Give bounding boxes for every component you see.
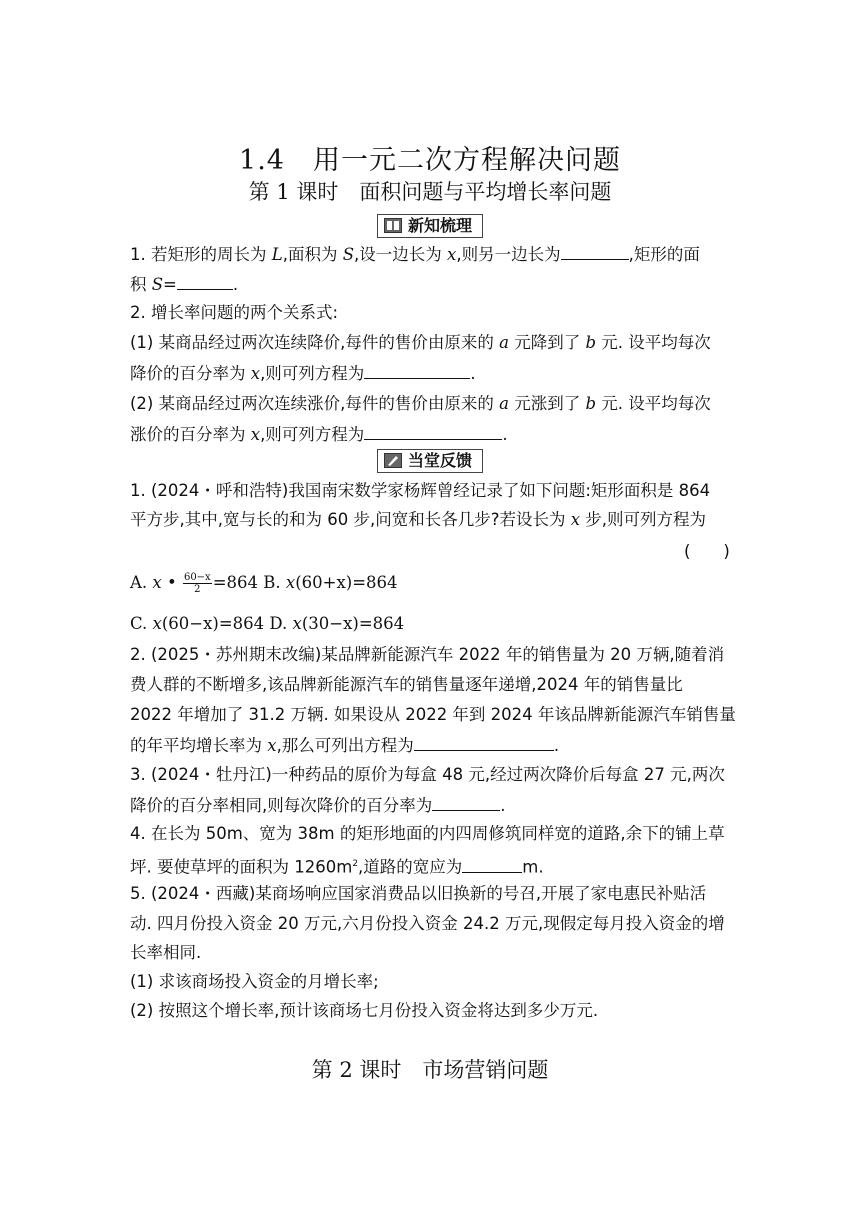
var-x: x [285,573,296,592]
question-4-line-2 [130,852,544,880]
knowledge-2-part-2-line-2 [130,421,508,447]
feedback-banner [377,449,483,473]
question-1-line-1 [130,479,710,503]
fraction-numerator: 60−x [183,572,211,583]
text: ,则可列方程为 [260,425,365,444]
question-5-line-3: 长率相同. [130,943,202,962]
text: (60+x)=864 [295,573,398,592]
text: . [553,736,560,755]
var-L: L [271,245,283,264]
text: 的年平均增长率为 [130,736,268,755]
text: 1. 若矩形的周长为 [130,245,272,264]
text: ,设一边长为 [354,245,448,264]
superscript: 2 [352,859,359,869]
text: . [500,796,506,815]
text: . [502,425,508,444]
question-2-line-1: 2. (2025・苏州期末改编)某品牌新能源汽车 2022 年的销售量为 20 万辆,随着消 [130,645,725,664]
text: (30−x)=864 [301,614,405,633]
question-5-subquestion-2: (2) 按照这个增长率,预计该商场七月份投入资金将达到多少万元. [130,1001,599,1020]
text: ,则可列方程为 [260,364,365,383]
answer-blank[interactable] [414,732,554,751]
option-a-label[interactable]: A. [130,573,153,592]
var-b: b [585,394,597,413]
var-x: x [292,614,302,633]
option-c-label[interactable]: C. [130,614,153,633]
text: 平方步,其中,宽与长的和为 60 步,问宽和长各几步?若设长为 [130,510,571,529]
var-b: b [585,333,597,352]
text: 降价的百分率为 [130,364,251,383]
question-1-line-2 [130,508,706,532]
text: 坪. 要使草坪的面积为 1260m [130,857,353,877]
question-2-line-4 [130,732,559,758]
banner-knowledge-wrap [0,214,860,238]
var-a: a [499,394,509,413]
text: ,道路的宽应为 [358,857,463,877]
var-x: x [447,245,457,264]
var-x: x [267,736,277,755]
question-3-line-1: 3. (2024・牡丹江)一种药品的原价为每盒 48 元,经过两次降价后每盒 27 元,两次 [130,765,725,784]
var-x: x [152,614,162,633]
book-icon [384,218,402,233]
text: • [161,573,182,592]
text: 元. 设平均每次 [596,394,711,413]
pen-icon [384,453,402,468]
question-4-line-1: 4. 在长为 50m、宽为 38m 的矩形地面的内四周修筑同样宽的道路,余下的铺上草 [130,824,725,843]
lesson-1-title: 第 1 课时 面积问题与平均增长率问题 [248,180,612,204]
var-x: x [250,364,261,383]
text: (1) 某商品经过两次连续降价,每件的售价由原来的 [130,333,500,352]
section-title: 1.4 用一元二次方程解决问题 [239,145,621,176]
answer-blank[interactable] [177,271,233,290]
question-3-line-2 [130,792,506,818]
question-1-options-cd [130,612,404,636]
text: 1. (2024・呼和浩特)我国南宋数学家杨辉曾经记录了如下问题:矩形面积是 864 [130,481,711,500]
option-d-label[interactable]: (60−x)=864 D. [161,614,293,633]
knowledge-banner-label: 新知梳理 [407,216,472,235]
question-1-options-ab [130,571,398,595]
text: ,则另一边长为 [456,245,561,264]
knowledge-1-line-1 [130,241,700,267]
var-x: x [152,573,162,592]
answer-blank[interactable] [432,792,500,811]
answer-blank[interactable] [561,241,629,260]
question-5-subquestion-1: (1) 求该商场投入资金的月增长率; [130,972,379,991]
question-2-line-3: 2022 年增加了 31.2 万辆. 如果设从 2022 年到 2024 年该品牌新能源汽车销售量 [130,705,736,724]
var-a: a [499,333,509,352]
text: ,面积为 [282,245,343,264]
option-b-label[interactable]: =864 B. [212,573,286,592]
var-S-equals: S= [151,275,177,294]
fraction [183,572,212,595]
var-S: S [342,245,355,264]
text: 元降到了 [508,333,586,352]
answer-blank[interactable] [364,421,502,440]
knowledge-2-part-1-line-2 [130,360,476,386]
text: 元. 设平均每次 [596,333,711,352]
text: . [470,364,476,383]
text: m. [522,857,544,877]
lesson-2-title: 第 2 课时 市场营销问题 [311,1058,549,1082]
text: (2) 某商品经过两次连续涨价,每件的售价由原来的 [130,394,500,413]
text: ,那么可列出方程为 [276,736,414,755]
text: 步,则可列方程为 [580,510,707,529]
feedback-banner-label: 当堂反馈 [407,451,472,470]
answer-blank[interactable] [462,854,522,873]
knowledge-2-heading: 2. 增长率问题的两个关系式: [130,303,339,322]
question-5-line-2: 动. 四月份投入资金 20 万元,六月份投入资金 24.2 万元,现假定每月投入资金的增 [130,914,725,933]
question-2-line-2: 费人群的不断增多,该品牌新能源汽车的销售量逐年递增,2024 年的销售量比 [130,675,683,694]
knowledge-2-part-2-line-1 [130,392,711,416]
knowledge-2-part-1-line-1 [130,331,711,355]
answer-blank[interactable] [364,360,470,379]
text: 降价的百分率相同,则每次降价的百分率为 [130,796,433,815]
text: 元涨到了 [508,394,586,413]
fraction-denominator: 2 [194,584,201,595]
text: 涨价的百分率为 [130,425,251,444]
answer-parentheses[interactable]: ( ) [684,542,730,561]
var-x: x [570,510,581,529]
question-5-line-1: 5. (2024・西藏)某商场响应国家消费品以旧换新的号召,开展了家电惠民补贴活 [130,884,707,903]
text: . [232,275,239,294]
text: ,矩形的面 [628,245,700,264]
var-x: x [250,425,261,444]
text: 积 [130,275,152,294]
knowledge-1-line-2 [130,271,238,297]
knowledge-banner [377,214,483,238]
banner-feedback-wrap [0,449,860,473]
